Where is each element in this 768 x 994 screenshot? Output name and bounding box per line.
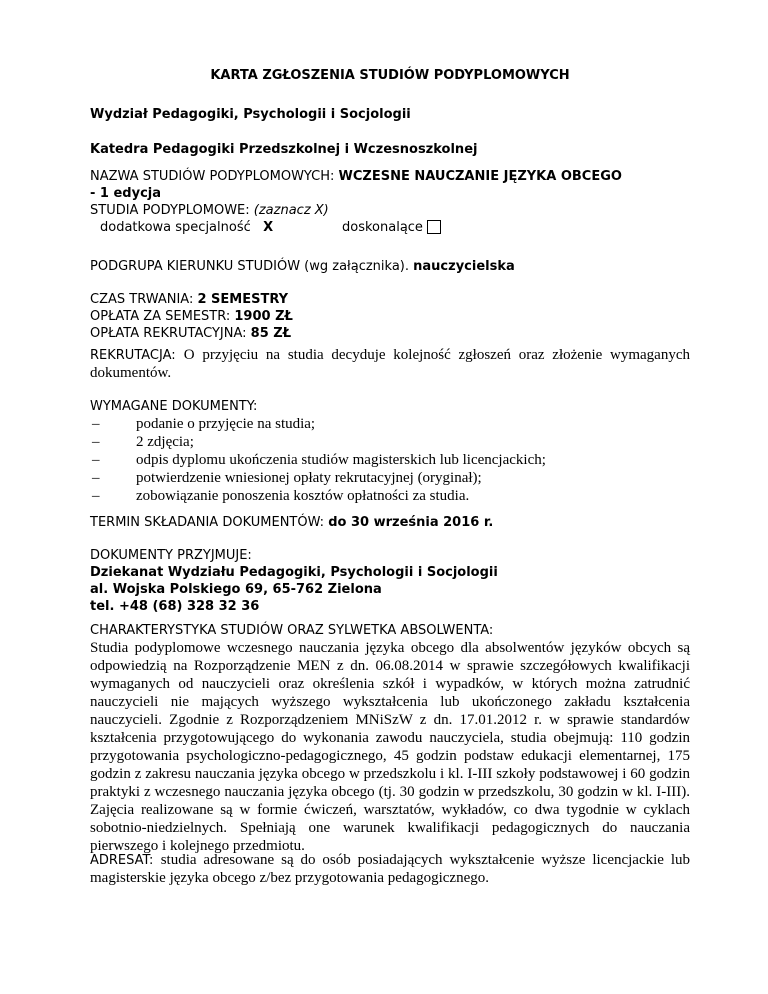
recruitment-fee-label: OPŁATA REKRUTACYJNA: — [90, 326, 251, 341]
recruitment-label: REKRUTACJA: — [90, 348, 184, 363]
list-item — [90, 415, 690, 433]
receiver-office: Dziekanat Wydziału Pedagogiki, Psychologii i Socjologii — [90, 565, 498, 580]
option-additional-specialty-mark: X — [263, 220, 274, 235]
documents-list — [90, 415, 690, 505]
deadline-label: TERMIN SKŁADANIA DOKUMENTÓW: — [90, 515, 329, 530]
studies-edition: - 1 edycja — [90, 186, 162, 201]
list-item — [90, 433, 690, 451]
receiver-label: DOKUMENTY PRZYJMUJE: — [90, 548, 252, 563]
option-additional-specialty — [90, 219, 342, 236]
list-item — [90, 469, 690, 487]
deadline-section — [90, 514, 690, 531]
documents-label: WYMAGANE DOKUMENTY: — [90, 399, 258, 414]
subgroup-value: nauczycielska — [413, 259, 515, 274]
recruitment-section — [90, 346, 690, 382]
document-item-text: podanie o przyjęcie na studia; — [136, 416, 316, 432]
list-item — [90, 451, 690, 469]
document-item-text: potwierdzenie wniesionej opłaty rekrutacyjnej (oryginał); — [136, 470, 482, 486]
studies-name-label: NAZWA STUDIÓW PODYPLOMOWYCH: — [90, 169, 339, 184]
studies-name-value: WCZESNE NAUCZANIE JĘZYKA OBCEGO — [338, 169, 622, 184]
characteristics-section — [90, 622, 690, 855]
deadline-value: do 30 września 2016 r. — [328, 515, 494, 530]
fee-label: OPŁATA ZA SEMESTR: — [90, 309, 235, 324]
documents-section — [90, 398, 690, 505]
list-item — [90, 487, 690, 505]
duration-label: CZAS TRWANIA: — [90, 292, 198, 307]
receiver-phone: tel. +48 (68) 328 32 36 — [90, 599, 260, 614]
document-title: KARTA ZGŁOSZENIA STUDIÓW PODYPLOMOWYCH — [210, 68, 570, 83]
studies-name-section — [90, 168, 690, 236]
characteristics-text: Studia podyplomowe wczesnego nauczania języka obcego dla absolwentów języków obcych są odpowiedzią na Rozporządzenie MEN z dn. 06.08.2014 w sprawie szczegółowych kwalifikacji wymaganych od nauczycieli oraz określenia szkół i wypadków, w których można zatrudnić nauczycieli nie mających wyższego wykształcenia lub ukończonego zakładu kształcenia nauczycieli. Zgodnie z Rozporządzeniem MNiSzW z dn. 17.01.2012 r. w sprawie standardów kształcenia przygotowującego do wykonania zawodu nauczyciela, studia obejmują: 110 godzin przygotowania psychologiczno-pedagogicznego, 45 godzin podstaw edukacji elementarnej, 175 godzin z zakresu nauczania języka obcego w przedszkolu i kl. I-III szkoły podstawowej i 60 godzin praktyki z wczesnego nauczania języka obcego (tj. 30 godzin w przedszkolu, 30 godzin w kl. I-III). Zajęcia realizowane są w formie ćwiczeń, warsztatów, wykładów, co dwa tygodnie w cyklach sobotnio-niedzielnych. Spełniają one warunek kwalifikacji pedagogicznych do nauczania pierwszego i kolejnego przedmiotu. — [90, 640, 690, 854]
receiver-address: al. Wojska Polskiego 69, 65-762 Zielona — [90, 582, 382, 597]
document-item-text: 2 zdjęcia; — [136, 434, 194, 450]
list-dash: – — [92, 416, 100, 432]
studies-type-label: STUDIA PODYPLOMOWE: — [90, 203, 254, 218]
improvement-checkbox[interactable] — [427, 220, 441, 234]
characteristics-label: CHARAKTERYSTYKA STUDIÓW ORAZ SYLWETKA ABSOLWENTA: — [90, 623, 494, 638]
fee-value: 1900 ZŁ — [234, 309, 293, 324]
option-improvement-label: doskonalące — [342, 220, 423, 235]
studies-type-hint: (zaznacz X) — [253, 203, 329, 218]
addressee-section — [90, 851, 690, 887]
document-item-text: zobowiązanie ponoszenia kosztów opłatności za studia. — [136, 488, 470, 504]
list-dash: – — [92, 452, 100, 468]
option-additional-specialty-label: dodatkowa specjalność — [100, 220, 251, 235]
faculty-name: Wydział Pedagogiki, Psychologii i Socjologii — [90, 107, 411, 122]
recruitment-fee-value: 85 ZŁ — [250, 326, 292, 341]
recruitment-text: O przyjęciu na studia decyduje kolejność zgłoszeń oraz złożenie wymaganych dokumentów. — [90, 347, 690, 381]
receiver-section — [90, 547, 690, 615]
subgroup-section — [90, 258, 690, 275]
document-item-text: odpis dyplomu ukończenia studiów magisterskich lub licencjackich; — [136, 452, 546, 468]
duration-value: 2 SEMESTRY — [197, 292, 289, 307]
department-name: Katedra Pedagogiki Przedszkolnej i Wczesnoszkolnej — [90, 142, 478, 157]
subgroup-label: PODGRUPA KIERUNKU STUDIÓW (wg załącznika). — [90, 259, 414, 274]
addressee-text: studia adresowane są do osób posiadających wykształcenie wyższe licencjackie lub magisterskie języka obcego z/bez przygotowania pedagogicznego. — [90, 852, 690, 886]
list-dash: – — [92, 470, 100, 486]
list-dash: – — [92, 434, 100, 450]
addressee-label: ADRESAT: — [90, 853, 161, 868]
list-dash: – — [92, 488, 100, 504]
costs-section — [90, 291, 690, 342]
